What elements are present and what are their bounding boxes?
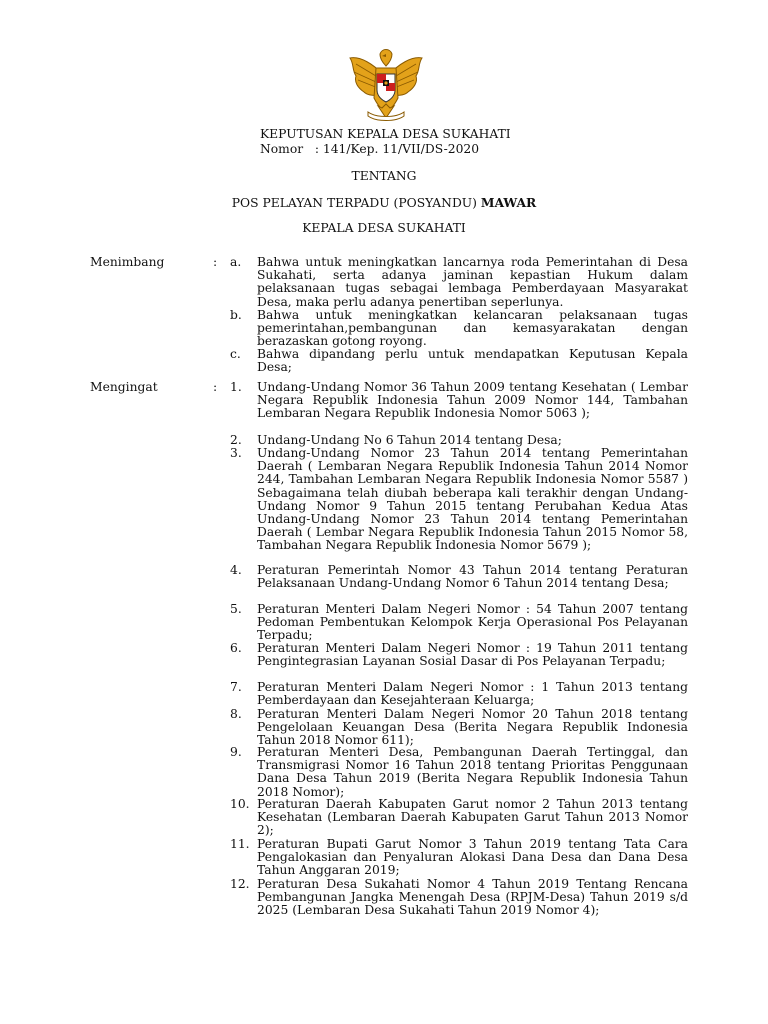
item-marker: 10. bbox=[230, 797, 250, 811]
mengingat-item bbox=[230, 642, 688, 668]
menimbang-item bbox=[230, 348, 688, 374]
item-marker: 7. bbox=[230, 680, 242, 694]
subject-heading bbox=[0, 196, 768, 210]
mengingat-label: Mengingat bbox=[90, 380, 158, 394]
item-marker: 8. bbox=[230, 707, 242, 721]
number-value: : 141/Kep. 11/VII/DS-2020 bbox=[314, 142, 480, 156]
mengingat-item bbox=[230, 878, 688, 918]
item-marker: b. bbox=[230, 308, 242, 322]
item-text: Peraturan Menteri Desa, Pembangunan Daerah Tertinggal, dan Transmigrasi Nomor 16 Tahun 2018 tentang Prioritas Penggunaan Dana Desa Tahun 2019 (Berita Negara Republik Indonesia Tahun 2018 Nomor); bbox=[257, 745, 688, 799]
item-text: Bahwa dipandang perlu untuk mendapatkan Keputusan Kepala Desa; bbox=[257, 347, 688, 375]
mengingat-item bbox=[230, 603, 688, 643]
menimbang-item bbox=[230, 256, 688, 309]
item-marker: 1. bbox=[230, 380, 242, 394]
menimbang-colon: : bbox=[213, 255, 218, 269]
mengingat-item bbox=[230, 708, 688, 748]
about-heading: TENTANG bbox=[351, 169, 417, 183]
item-text: Bahwa untuk meningkatkan lancarnya roda Pemerintahan di Desa Sukahati, serta adanya jaminan kepastian Hukum dalam pelaksanaan tugas sebagai lembaga Pemberdayaan Masyarakat Desa, maka perlu adanya penertiban seperlunya. bbox=[257, 255, 688, 309]
item-marker: 9. bbox=[230, 745, 242, 759]
item-marker: a. bbox=[230, 255, 242, 269]
mengingat-item bbox=[230, 564, 688, 590]
number-label: Nomor bbox=[260, 142, 304, 156]
item-marker: 4. bbox=[230, 563, 242, 577]
item-marker: 3. bbox=[230, 446, 242, 460]
item-marker: 5. bbox=[230, 602, 242, 616]
mengingat-item bbox=[230, 798, 688, 838]
item-marker: 6. bbox=[230, 641, 242, 655]
mengingat-item bbox=[230, 381, 688, 421]
subject-name: MAWAR bbox=[480, 195, 537, 210]
menimbang-item bbox=[230, 309, 688, 349]
item-marker: c. bbox=[230, 347, 241, 361]
item-marker: 11. bbox=[230, 837, 250, 851]
item-text: Bahwa untuk meningkatkan kelancaran pelaksanaan tugas pemerintahan,pembangunan dan kemasyarakatan dengan berazaskan gotong royong. bbox=[257, 308, 688, 349]
item-text: Undang-Undang Nomor 23 Tahun 2014 tentang Pemerintahan Daerah ( Lembaran Negara Republik Indonesia Tahun 2014 Nomor 244, Tambahan Lembaran Negara Republik Indonesia Nomor 5587 ) Sebagaimana telah diubah beberapa kali terakhir dengan Undang-Undang Nomor 9 Tahun 2015 tentang Perubahan Kedua Atas Undang-Undang Nomor 23 Tahun 2014 tentang Pemerintahan Daerah ( Lembar Negara Republik Indonesia Tahun 2015 Nomor 58, Tambahan Negara Republik Indonesia Nomor 5679 ); bbox=[257, 446, 688, 553]
item-text: Peraturan Menteri Dalam Negeri Nomor : 54 Tahun 2007 tentang Pedoman Pembentukan Kelompok Kerja Operasional Pos Pelayanan Terpadu; bbox=[257, 602, 688, 643]
issuer-heading: KEPALA DESA SUKAHATI bbox=[302, 221, 466, 235]
item-text: Peraturan Pemerintah Nomor 43 Tahun 2014 tentang Peraturan Pelaksanaan Undang-Undang Nomor 6 Tahun 2014 tentang Desa; bbox=[257, 563, 688, 591]
mengingat-colon: : bbox=[213, 380, 218, 394]
mengingat-item bbox=[230, 746, 688, 799]
decree-number bbox=[260, 143, 479, 156]
mengingat-item bbox=[230, 838, 688, 878]
decree-title: KEPUTUSAN KEPALA DESA SUKAHATI bbox=[260, 127, 511, 141]
item-text: Peraturan Bupati Garut Nomor 3 Tahun 2019 tentang Tata Cara Pengalokasian dan Penyaluran Alokasi Dana Desa dan Dana Desa Tahun Anggaran 2019; bbox=[257, 837, 688, 878]
item-text: Peraturan Menteri Dalam Negeri Nomor : 19 Tahun 2011 tentang Pengintegrasian Layanan Sosial Dasar di Pos Pelayanan Terpadu; bbox=[257, 641, 688, 669]
item-text: Peraturan Menteri Dalam Negeri Nomor 20 Tahun 2018 tentang Pengelolaan Keuangan Desa (Berita Negara Republik Indonesia Tahun 2018 Nomor 611); bbox=[257, 707, 688, 748]
item-text: Peraturan Daerah Kabupaten Garut nomor 2 Tahun 2013 tentang Kesehatan (Lembaran Daerah Kabupaten Garut Tahun 2013 Nomor 2); bbox=[257, 797, 688, 838]
subject-prefix: POS PELAYAN TERPADU (POSYANDU) bbox=[231, 196, 477, 210]
mengingat-item bbox=[230, 681, 688, 707]
item-text: Peraturan Menteri Dalam Negeri Nomor : 1 Tahun 2013 tentang Pemberdayaan dan Kesejahteraan Keluarga; bbox=[257, 680, 688, 708]
item-marker: 12. bbox=[230, 877, 250, 891]
item-text: Undang-Undang No 6 Tahun 2014 tentang Desa; bbox=[257, 433, 562, 447]
garuda-emblem-icon bbox=[346, 46, 426, 124]
item-marker: 2. bbox=[230, 433, 242, 447]
menimbang-label: Menimbang bbox=[90, 255, 165, 269]
mengingat-item bbox=[230, 447, 688, 553]
item-text: Undang-Undang Nomor 36 Tahun 2009 tentang Kesehatan ( Lembar Negara Republik Indonesia Tahun 2009 Nomor 144, Tambahan Lembaran Negara Republik Indonesia Nomor 5063 ); bbox=[257, 380, 688, 421]
item-text: Peraturan Desa Sukahati Nomor 4 Tahun 2019 Tentang Rencana Pembangunan Jangka Menengah Desa (RPJM-Desa) Tahun 2019 s/d 2025 (Lembaran Desa Sukahati Tahun 2019 Nomor 4); bbox=[257, 877, 688, 918]
